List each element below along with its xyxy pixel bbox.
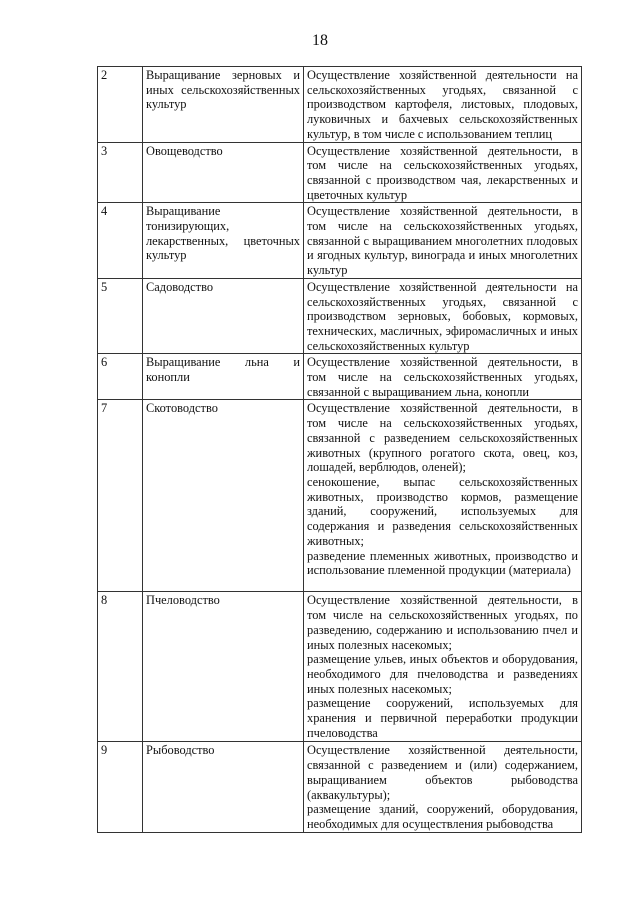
- row-name-text: Пчеловодство: [146, 593, 220, 608]
- row-name: [143, 400, 304, 592]
- description-paragraph: Осуществление хозяйственной деятельности, в том числе на сельскохозяйственных угодьях, связанной с выращиванием льна, конопли: [307, 355, 578, 399]
- row-description: [304, 400, 582, 592]
- row-number: 3: [98, 142, 143, 203]
- description-paragraph: Осуществление хозяйственной деятельности на сельскохозяйственных угодьях, связанной с производством картофеля, листовых, плодовых, луковичных и бахчевых сельскохозяйственных культур, в том числе с использованием теплиц: [307, 68, 578, 141]
- land-use-table: [97, 66, 582, 833]
- row-name-text: Скотоводство: [146, 401, 218, 416]
- table-row: [98, 400, 582, 592]
- table-row: [98, 354, 582, 400]
- table-row: [98, 742, 582, 832]
- row-name-text: Садоводство: [146, 279, 214, 294]
- page-number: 18: [312, 32, 328, 49]
- row-number: 4: [98, 203, 143, 279]
- row-description: [304, 742, 582, 832]
- row-name: [143, 742, 304, 832]
- description-paragraph: Осуществление хозяйственной деятельности на сельскохозяйственных угодьях, связанной с производством зерновых, бобовых, кормовых, технических, масличных, эфиромасличных и иных сельскохозяйственных культур: [307, 279, 578, 353]
- row-name: [143, 142, 304, 203]
- row-number: 6: [98, 354, 143, 400]
- table-row: [98, 67, 582, 143]
- description-paragraph: размещение зданий, сооружений, оборудования, необходимых для осуществления рыбоводства: [307, 802, 578, 831]
- row-name: [143, 67, 304, 143]
- row-name-text: Овощеводство: [146, 143, 223, 158]
- description-paragraph: Осуществление хозяйственной деятельности, связанной с разведением и (или) содержанием, выращиванием объектов рыбоводства (аквакультуры);: [307, 743, 578, 802]
- description-paragraph: Осуществление хозяйственной деятельности, в том числе на сельскохозяйственных угодьях, связанной с разведением сельскохозяйственных животных (крупного рогатого скота, овец, коз, лошадей, верблюдов, оленей);: [307, 401, 578, 475]
- description-paragraph: сенокошение, выпас сельскохозяйственных животных, производство кормов, размещение зданий, сооружений, используемых для содержания и разведения сельскохозяйственных животных;: [307, 474, 578, 548]
- row-name: [143, 354, 304, 400]
- row-number: 8: [98, 592, 143, 742]
- row-name: [143, 592, 304, 742]
- row-description: [304, 354, 582, 400]
- row-name-text: Выращивание льна и конопли: [146, 355, 300, 385]
- row-description: [304, 592, 582, 742]
- description-paragraph: размещение ульев, иных объектов и оборудования, необходимого для пчеловодства и разведениях иных полезных насекомых;: [307, 652, 578, 696]
- description-paragraph: Осуществление хозяйственной деятельности, в том числе на сельскохозяйственных угодьях, по разведению, содержанию и использованию пчел и иных полезных насекомых;: [307, 593, 578, 652]
- description-paragraph: размещение сооружений, используемых для хранения и первичной переработки продукции пчеловодства: [307, 696, 578, 740]
- table-row: [98, 142, 582, 203]
- description-paragraph: разведение племенных животных, производство и использование племенной продукции (материала): [307, 548, 578, 578]
- row-number: 2: [98, 67, 143, 143]
- row-description: [304, 203, 582, 279]
- row-name: [143, 278, 304, 354]
- row-name-text: Выращивание зерновых и иных сельскохозяйственных культур: [146, 68, 300, 112]
- table-row: [98, 592, 582, 742]
- table-row: [98, 203, 582, 279]
- row-number: 7: [98, 400, 143, 592]
- row-name: [143, 203, 304, 279]
- description-paragraph: Осуществление хозяйственной деятельности, в том числе на сельскохозяйственных угодьях, связанной с производством чая, лекарственных и цветочных культур: [307, 143, 578, 202]
- row-description: [304, 67, 582, 143]
- table-row: [98, 278, 582, 354]
- row-description: [304, 142, 582, 203]
- row-name-text: Выращивание тонизирующих, лекарственных, цветочных культур: [146, 204, 300, 263]
- description-paragraph: Осуществление хозяйственной деятельности, в том числе на сельскохозяйственных угодьях, связанной с выращиванием многолетних плодовых и ягодных культур, винограда и иных многолетних культур: [307, 204, 578, 278]
- row-number: 9: [98, 742, 143, 832]
- row-description: [304, 278, 582, 354]
- row-name-text: Рыбоводство: [146, 743, 215, 758]
- row-number: 5: [98, 278, 143, 354]
